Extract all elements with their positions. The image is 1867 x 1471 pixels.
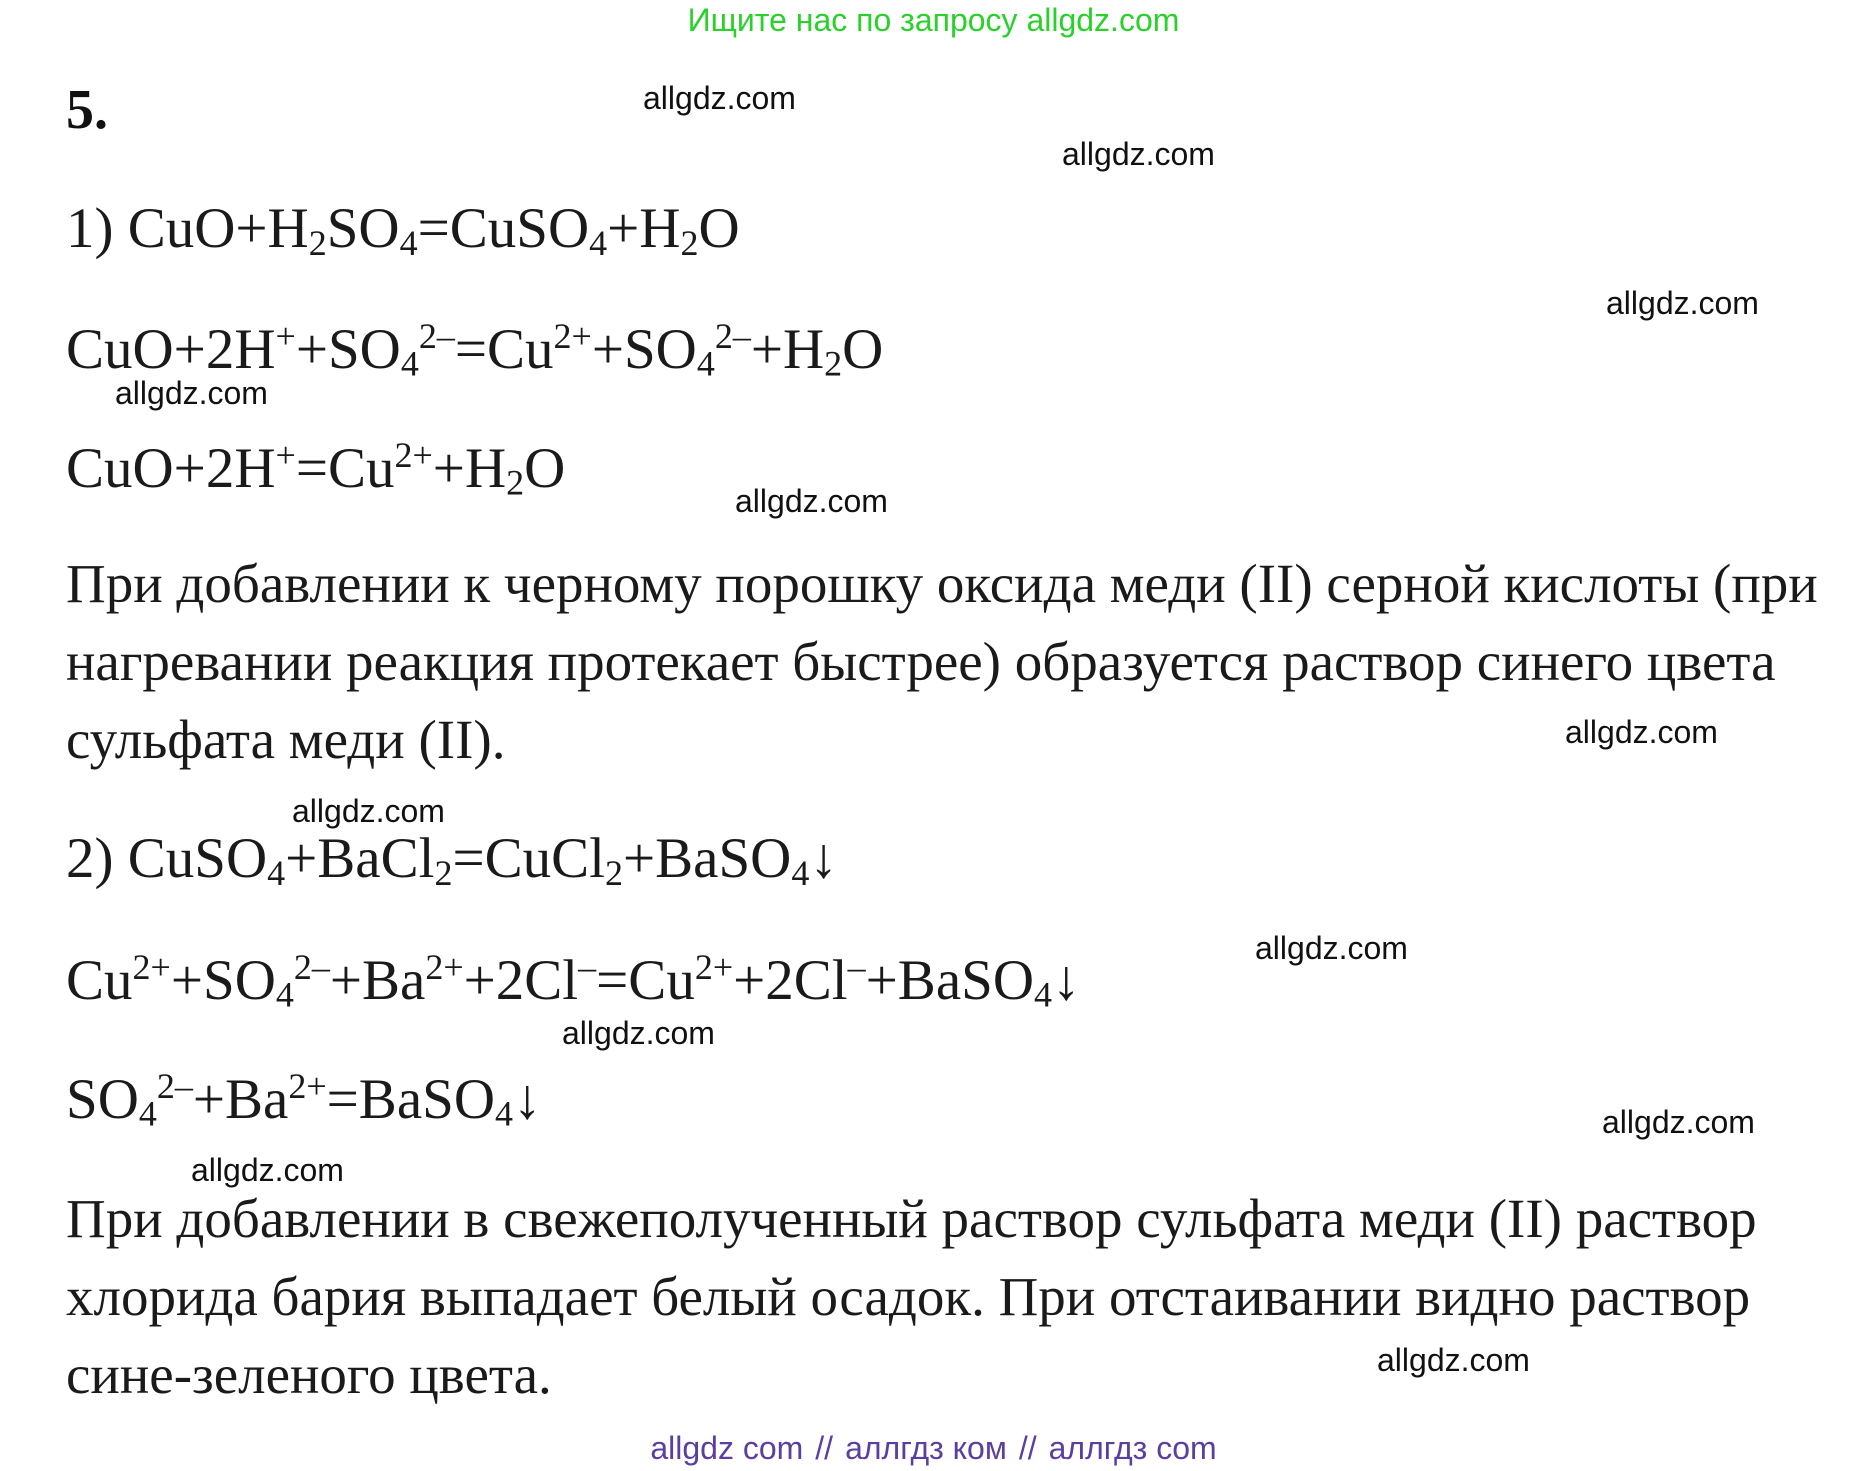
watermark: allgdz.com	[643, 80, 796, 116]
paragraph-1: При добавлении к черному порошку оксида меди (II) серной кислоты (при нагревании реакция протекает быстрее) образуется раствор синего цвета сульфата меди (II).	[66, 553, 1818, 770]
equation-1-short-ionic: $CuO+2H^+=Cu^{2+}+H_2O$	[66, 435, 566, 503]
footer-separator: //	[1018, 1430, 1037, 1466]
watermark: allgdz.com	[562, 1015, 715, 1051]
top-banner: Ищите нас по запросу allgdz.com	[687, 2, 1180, 38]
equation-1-molecular: 1) $CuO+H_2SO_4=CuSO_4+H_2O$	[66, 197, 740, 263]
watermark: allgdz.com	[115, 375, 268, 411]
problem-number: 5.	[66, 79, 108, 141]
watermark: allgdz.com	[1606, 285, 1759, 321]
watermark: allgdz.com	[1377, 1342, 1530, 1378]
footer-link-2[interactable]: аллгдз ком	[845, 1430, 1007, 1466]
watermark: allgdz.com	[1565, 714, 1718, 750]
watermark: allgdz.com	[292, 793, 445, 829]
footer-links	[0, 1430, 1867, 1467]
equation-2-molecular: 2) CuSO$_4$+BaCl$_2$=CuCl$_2$+BaSO$_4$↓	[66, 827, 838, 893]
footer-separator: //	[815, 1430, 834, 1466]
footer-link-3[interactable]: аллгдз com	[1048, 1430, 1217, 1466]
watermark: allgdz.com	[191, 1152, 344, 1188]
watermark: allgdz.com	[1255, 930, 1408, 966]
equation-2-short-ionic: $SO_4^{2-}+Ba^{2+}=BaSO_4↓$	[66, 1066, 542, 1134]
equation-2-full-ionic: $Cu^{2+}+SO_4^{2-}+Ba^{2+}+2Cl^-=Cu^{2+}+2Cl^-+BaSO_4↓$	[66, 947, 1081, 1015]
paragraph-2: При добавлении в свежеполученный раствор сульфата меди (II) раствор хлорида бария выпадает белый осадок. При отстаивании видно раствор сине-зеленого цвета.	[66, 1188, 1757, 1405]
equation-1-full-ionic: $CuO+2H^++SO_4^{2-}=Cu^{2+}+SO_4^{2-}+H_2O$	[66, 316, 884, 384]
watermark: allgdz.com	[1062, 136, 1215, 172]
watermark: allgdz.com	[735, 483, 888, 519]
watermark: allgdz.com	[1602, 1104, 1755, 1140]
footer-link-1[interactable]: allgdz com	[650, 1430, 804, 1466]
